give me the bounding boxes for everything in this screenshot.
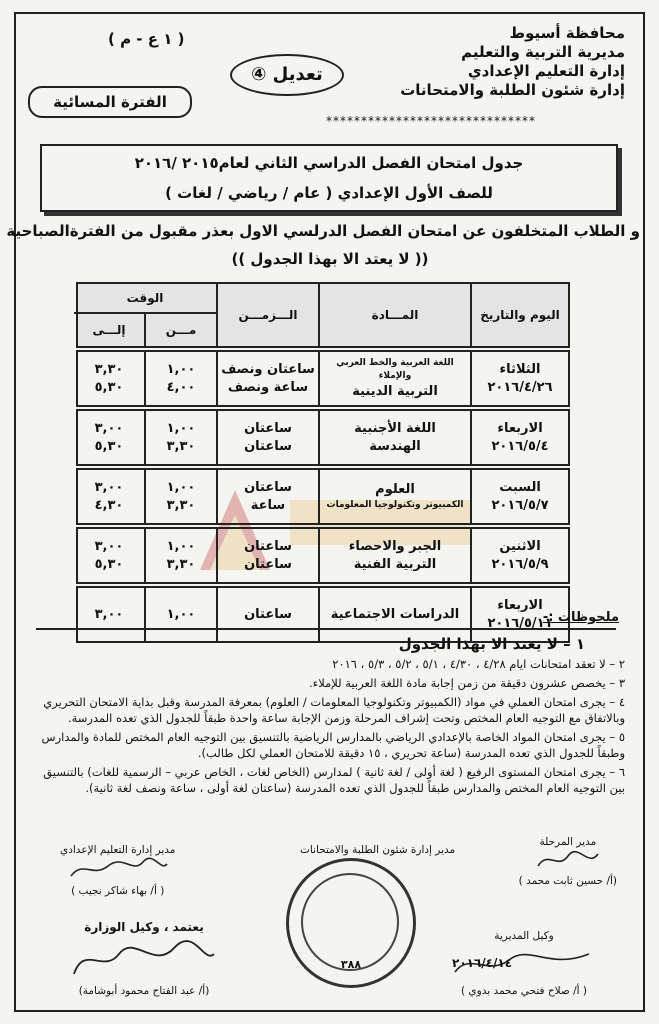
- note-4: ٤ – يجرى امتحان العملي في مواد (الكمبيوتر وتكنولوجيا المعلومات / العلوم) بمعرفة المدرسة وقبل بداية الامتحان التحريري وبالاتفاق مع التوجيه العام المختص وتحت إشراف المرحلة وزمن الإجابة ساعة واحدة طبقاً للجدول الذي تعده المدرسة.: [43, 695, 625, 725]
- signature-name: (أ/ حسين ثابت محمد ): [518, 875, 617, 887]
- handwritten-signature: [533, 848, 603, 872]
- duration-2: ساعتان: [244, 556, 292, 572]
- exam-table: [76, 282, 570, 645]
- note-3: ٣ – يخصص عشرون دقيقة من زمن إجابة مادة اللغة العربية للإملاء.: [309, 676, 625, 690]
- header-subject: المـــادة: [371, 308, 419, 322]
- col-divider: [318, 411, 320, 464]
- subject-cell: [320, 588, 470, 641]
- amendment-stamp: تعديل ④: [230, 54, 344, 96]
- to-1: ٣,٠٠: [94, 479, 124, 495]
- affairs-department: إدارة شئون الطلبة والامتحانات: [400, 81, 625, 99]
- subject-name: الدراسات الاجتماعية: [330, 606, 460, 622]
- stars-divider: ******************************: [326, 114, 536, 128]
- note-1: ١ – لا يعتد الا بهذا الجدول: [398, 635, 585, 653]
- subject-note: اللغة العربية والخط العربي والإملاء: [336, 357, 454, 381]
- signature-title: مدير إدارة التعليم الإعدادي: [60, 844, 176, 856]
- signature-name: ( أ/ بهاء شاكر نجيب ): [71, 885, 165, 897]
- day-name: الثلاثاء: [499, 361, 541, 377]
- subject-name: العلوم: [375, 482, 415, 497]
- col-divider: [216, 411, 218, 464]
- to-cell: [74, 588, 144, 641]
- duration-cell: [218, 352, 318, 405]
- col-divider: [216, 284, 218, 346]
- to-1: ٣,٠٠: [94, 538, 124, 554]
- to-cell: [74, 411, 144, 464]
- subject-name-2: التربية الفنية: [353, 556, 437, 572]
- title-box: [40, 144, 618, 212]
- table-row: [76, 468, 570, 525]
- col-divider: [470, 411, 472, 464]
- col-divider: [470, 529, 472, 582]
- official-seal: [286, 858, 416, 988]
- subject-cell: [320, 411, 470, 464]
- duration-cell: [218, 470, 318, 523]
- day-name: الاثنين: [499, 538, 541, 554]
- col-divider: [318, 284, 320, 346]
- col-divider: [144, 588, 146, 641]
- subject-name: الجبر والاحصاء: [348, 538, 442, 554]
- to-1: ٣,٠٠: [94, 420, 124, 436]
- from-1: ١,٠٠: [166, 479, 196, 495]
- subject-note: الكمبيوتر وتكنولوجيا المعلومات: [326, 500, 464, 510]
- col-divider: [144, 529, 146, 582]
- table-row: [76, 350, 570, 407]
- col-divider: [144, 352, 146, 405]
- subject-cell: [320, 529, 470, 582]
- exam-date: ٢٠١٦/٥/٩: [491, 556, 549, 572]
- title-line-2: للصف الأول الإعدادي ( عام / رياضي / لغات ): [165, 184, 493, 202]
- col-divider: [318, 352, 320, 405]
- duration-1: ساعتان: [244, 606, 292, 622]
- duration-1: ساعتان ونصف: [221, 361, 315, 377]
- letterhead: [325, 24, 625, 100]
- directorate: مديرية التربية والتعليم: [461, 43, 625, 61]
- note-5: ٥ – يجرى امتحان المواد الخاصة بالإعدادي الرياضي بالمدارس الرياضية بالتنسيق بين التوجيه العام المختص للمادة والمدارس وطبقاً للجدول الذي تعده المدرسة (ساعة تحريري ، ١٥ دقيقة للامتحان العملي لكل طالب).: [41, 730, 625, 760]
- duration-1: ساعتان: [244, 479, 292, 495]
- to-2: ٥,٣٠: [94, 438, 124, 454]
- col-divider: [470, 588, 472, 641]
- exam-date: ٢٠١٦/٥/٧: [491, 497, 549, 513]
- from-cell: [146, 529, 216, 582]
- duration-1: ساعتان: [244, 420, 292, 436]
- note-2: ٢ – لا تعقد امتحانات ايام ٤/٢٨ ، ٤/٣٠ ، ٥/١ ، ٥/٢ ، ٥/٣ ، ٢٠١٦: [332, 657, 625, 671]
- header-day: اليوم والتاريخ: [480, 308, 560, 322]
- seal-number: ٣٨٨: [340, 958, 362, 971]
- notes-title: ملحوظات :-: [542, 610, 619, 625]
- from-cell: [146, 588, 216, 641]
- duration-1: ساعتان: [244, 538, 292, 554]
- col-divider: [216, 470, 218, 523]
- to-2: ٥,٣٠: [94, 556, 124, 572]
- from-cell: [146, 411, 216, 464]
- signature-title: يعتمد ، وكيل الوزارة: [84, 920, 204, 934]
- stamp-date: ٢٠١٦/٤/١٤: [452, 956, 513, 970]
- table-row: [76, 409, 570, 466]
- from-cell: [146, 470, 216, 523]
- to-1: ٣,٠٠: [94, 606, 124, 622]
- from-cell: [146, 352, 216, 405]
- col-divider: [318, 529, 320, 582]
- header-duration: الـــزمـــن: [238, 308, 298, 322]
- notes-rule: [36, 628, 616, 630]
- day-name: الاربعاء: [497, 597, 543, 613]
- to-2: ٤,٣٠: [94, 497, 124, 513]
- col-divider: [470, 470, 472, 523]
- to-2: ٥,٣٠: [94, 379, 124, 395]
- from-1: ١,٠٠: [166, 606, 196, 622]
- handwritten-signature: [64, 934, 224, 982]
- to-cell: [74, 352, 144, 405]
- signature-title: وكيل المديرية: [494, 930, 554, 942]
- shift-badge: الفترة المسائية: [28, 86, 192, 118]
- form-code: ( ١ ع - م ): [108, 30, 185, 48]
- day-name: السبت: [499, 479, 541, 495]
- exam-date: ٢٠١٦/٥/١١: [487, 615, 553, 631]
- col-divider: [144, 314, 146, 346]
- subtitle-line-2: (( لا يعتد الا بهذا الجدول )): [231, 250, 429, 268]
- day-cell: [472, 470, 568, 523]
- to-cell: [74, 470, 144, 523]
- col-divider: [216, 352, 218, 405]
- col-divider: [144, 470, 146, 523]
- to-cell: [74, 529, 144, 582]
- subject-name-2: الهندسة: [369, 438, 421, 454]
- exam-date: ٢٠١٦/٥/٤: [491, 438, 549, 454]
- from-1: ١,٠٠: [166, 361, 196, 377]
- signature-name: ( أ/ صلاح فتحي محمد بدوي ): [460, 985, 588, 997]
- from-1: ١,٠٠: [166, 538, 196, 554]
- day-cell: [472, 352, 568, 405]
- day-cell: [472, 529, 568, 582]
- title-line-1: جدول امتحان الفصل الدراسي الثاني لعام٢٠١٥ /٢٠١٦: [134, 154, 524, 172]
- department: إدارة التعليم الإعدادي: [467, 62, 625, 80]
- to-1: ٣,٣٠: [94, 361, 124, 377]
- subject-cell: [320, 352, 470, 405]
- governorate: محافظة أسيوط: [509, 24, 625, 42]
- col-divider: [470, 352, 472, 405]
- header-from: مـــن: [165, 323, 197, 337]
- from-1: ١,٠٠: [166, 420, 196, 436]
- day-cell: [472, 411, 568, 464]
- header-to: إلـــى: [92, 323, 126, 337]
- table-header-row: [76, 282, 570, 348]
- duration-2: ساعتان: [244, 438, 292, 454]
- from-2: ٣,٣٠: [166, 438, 196, 454]
- signature-name: (أ/ عبد الفتاح محمود أبوشامة): [78, 985, 210, 997]
- col-divider: [144, 411, 146, 464]
- exam-date: ٢٠١٦/٤/٢٦: [487, 379, 553, 395]
- duration-cell: [218, 588, 318, 641]
- col-divider: [318, 470, 320, 523]
- col-divider: [216, 588, 218, 641]
- signature-prep-director: [60, 844, 175, 897]
- duration-2: ساعة ونصف: [227, 379, 309, 395]
- col-divider: [470, 284, 472, 346]
- notes-list: [35, 636, 625, 799]
- signature-undersecretary: [64, 920, 224, 997]
- signature-stage-director: [519, 836, 617, 887]
- signature-title: مدير المرحلة: [539, 836, 597, 848]
- from-2: ٣,٣٠: [166, 497, 196, 513]
- subject-name: التربية الدينية: [352, 383, 438, 399]
- subject-name: اللغة الأجنبية: [354, 420, 436, 436]
- col-divider: [318, 588, 320, 641]
- handwritten-signature: [63, 856, 173, 882]
- from-2: ٣,٣٠: [166, 556, 196, 572]
- duration-cell: [218, 411, 318, 464]
- col-divider: [216, 529, 218, 582]
- subject-cell: [320, 470, 470, 523]
- signature-affairs-director: [300, 844, 455, 856]
- from-2: ٤,٠٠: [166, 379, 196, 395]
- subtitle-line-1: و الطلاب المتخلفون عن امتحان الفصل الدرلسي الاول بعذر مقبول من الفترةالصباحية: [6, 222, 640, 240]
- day-name: الاربعاء: [497, 420, 543, 436]
- signature-title: مدير إدارة شئون الطلبة والامتحانات: [300, 844, 456, 856]
- note-6: ٦ – يجرى امتحان المستوى الرفيع ( لغة أولى / لغة ثانية ) لمدارس (الخاص لغات ، الخاص عربي – الرسمية للغات) بالتنسيق بين التوجيه العام المختص والمدارس طبقاً للجدول الذي تعده المدرسة (ساعتان لغة أولى ، ساعة ونصف لغة ثانية).: [43, 765, 625, 795]
- table-row: [76, 527, 570, 584]
- duration-cell: [218, 529, 318, 582]
- header-time: الوقت: [74, 284, 216, 314]
- duration-2: ساعة: [250, 497, 286, 513]
